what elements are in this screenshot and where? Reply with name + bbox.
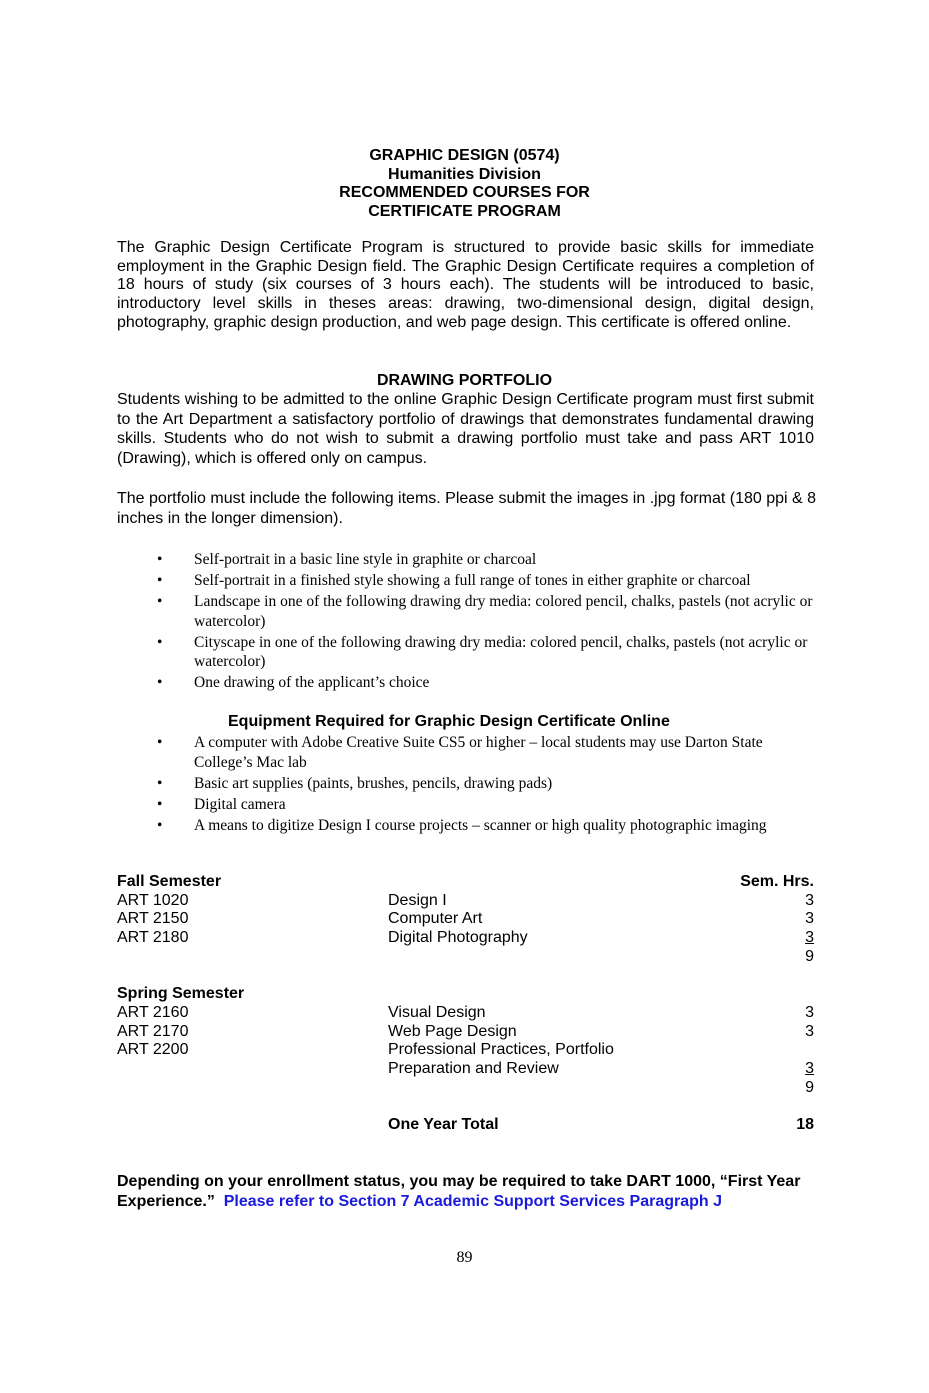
portfolio-paragraph: Students wishing to be admitted to the online Graphic Design Certificate program must first submit to the Art Department a satisfactory portfolio of drawings that demonstrates fundamental drawing skills. Students who do not wish to submit a drawing portfolio must take and pass ART 1010 (Drawing), which is offered only on campus. bbox=[117, 391, 814, 468]
page-number: 89 bbox=[456, 1249, 473, 1266]
bullet-icon: • bbox=[157, 633, 163, 651]
bullet-icon: • bbox=[157, 674, 163, 691]
academic-support-reference-link[interactable]: Please refer to Section 7 Academic Support Services Paragraph J bbox=[223, 1192, 722, 1210]
table-row bbox=[117, 873, 814, 892]
first-year-experience-note: Depending on your enrollment status, you may be required to take DART 1000, “First Year Experience.” bbox=[117, 1173, 801, 1210]
spring-semester-label: Spring Semester bbox=[117, 985, 245, 1003]
heading-recommended: RECOMMENDED COURSES FOR bbox=[339, 184, 590, 201]
course-title: Professional Practices, Portfolio bbox=[388, 1041, 614, 1059]
course-hours: 3 bbox=[805, 891, 814, 909]
course-title: Web Page Design bbox=[388, 1022, 517, 1040]
list-item: • A means to digitize Design I course projects – scanner or high quality photographic imaging bbox=[157, 816, 767, 834]
bullet-icon: • bbox=[157, 774, 163, 792]
doc-title: GRAPHIC DESIGN (0574) bbox=[369, 147, 560, 164]
year-total-hours: 18 bbox=[796, 1116, 814, 1134]
list-item: • One drawing of the applicant’s choice bbox=[157, 674, 430, 691]
equipment-list bbox=[117, 733, 817, 837]
table-row bbox=[117, 948, 814, 967]
course-title: Preparation and Review bbox=[388, 1060, 559, 1078]
course-code bbox=[117, 1060, 388, 1079]
course-code: ART 2170 bbox=[117, 1022, 189, 1040]
bullet-icon: • bbox=[157, 734, 163, 751]
table-row bbox=[117, 1116, 814, 1135]
course-hours: 3 bbox=[805, 910, 814, 928]
bullet-icon: • bbox=[157, 816, 163, 834]
portfolio-items-intro: The portfolio must include the following items. Please submit the images in .jpg format (180 ppi & 8 inches in the longer dimension). bbox=[117, 490, 817, 527]
closing-note bbox=[117, 1172, 817, 1211]
list-item: • Self-portrait in a basic line style in graphite or charcoal bbox=[157, 551, 537, 568]
fall-semester-label: Fall Semester bbox=[117, 873, 222, 890]
spring-total-hours: 9 bbox=[805, 1078, 814, 1096]
course-hours: 3 bbox=[805, 1060, 814, 1078]
table-row bbox=[117, 929, 814, 948]
course-title: Digital Photography bbox=[388, 929, 528, 947]
list-item: • Basic art supplies (paints, brushes, pencils, drawing pads) bbox=[157, 774, 553, 792]
course-hours bbox=[734, 1041, 814, 1060]
list-item: • A computer with Adobe Creative Suite CS5 or higher – local students may use Darton State College’s Mac lab bbox=[157, 734, 763, 771]
portfolio-heading: DRAWING PORTFOLIO bbox=[376, 372, 553, 389]
table-row bbox=[117, 1041, 814, 1060]
division-name: Humanities Division bbox=[388, 166, 541, 183]
year-total-label: One Year Total bbox=[388, 1116, 499, 1134]
course-title: Design I bbox=[388, 891, 447, 909]
list-item: • Landscape in one of the following drawing dry media: colored pencil, chalks, pastels (not acrylic or watercolor) bbox=[157, 593, 813, 630]
table-row bbox=[117, 1023, 814, 1042]
course-code: ART 2160 bbox=[117, 1003, 189, 1021]
course-hours: 3 bbox=[805, 1003, 814, 1021]
course-schedule-table bbox=[117, 873, 814, 1135]
course-code: ART 2180 bbox=[117, 929, 189, 947]
equipment-heading: Equipment Required for Graphic Design Certificate Online bbox=[228, 713, 670, 730]
list-item: • Self-portrait in a finished style showing a full range of tones in either graphite or charcoal bbox=[157, 572, 751, 589]
table-row bbox=[117, 985, 814, 1004]
course-hours: 3 bbox=[805, 929, 814, 947]
bullet-icon: • bbox=[157, 551, 163, 568]
list-item: • Digital camera bbox=[157, 795, 286, 813]
table-row bbox=[117, 1079, 814, 1098]
table-row bbox=[117, 1004, 814, 1023]
bullet-icon: • bbox=[157, 572, 163, 589]
intro-paragraph: The Graphic Design Certificate Program is structured to provide basic skills for immediate employment in the Graphic Design field. The Graphic Design Certificate requires a completion of 18 hours of study (six courses of 3 hours each). The students will be introduced to basic, introductory level skills in theses areas: drawing, two-dimensional design, digital design, photography, graphic design production, and web page design. This certificate is offered online. bbox=[117, 239, 814, 331]
course-hours: 3 bbox=[805, 1022, 814, 1040]
course-title: Computer Art bbox=[388, 910, 483, 928]
hours-column-header: Sem. Hrs. bbox=[740, 873, 814, 890]
course-code: ART 2150 bbox=[117, 910, 189, 928]
course-code: ART 1020 bbox=[117, 891, 189, 909]
course-title: Visual Design bbox=[388, 1003, 486, 1021]
fall-total-hours: 9 bbox=[805, 947, 814, 965]
portfolio-items-list bbox=[117, 550, 817, 694]
course-code: ART 2200 bbox=[117, 1041, 189, 1059]
table-row bbox=[117, 1060, 814, 1079]
table-row bbox=[117, 892, 814, 911]
heading-certificate: CERTIFICATE PROGRAM bbox=[368, 203, 561, 220]
bullet-icon: • bbox=[157, 795, 163, 813]
list-item: • Cityscape in one of the following drawing dry media: colored pencil, chalks, pastels (not acrylic or watercolor) bbox=[157, 633, 808, 670]
table-row bbox=[117, 910, 814, 929]
bullet-icon: • bbox=[157, 593, 163, 610]
